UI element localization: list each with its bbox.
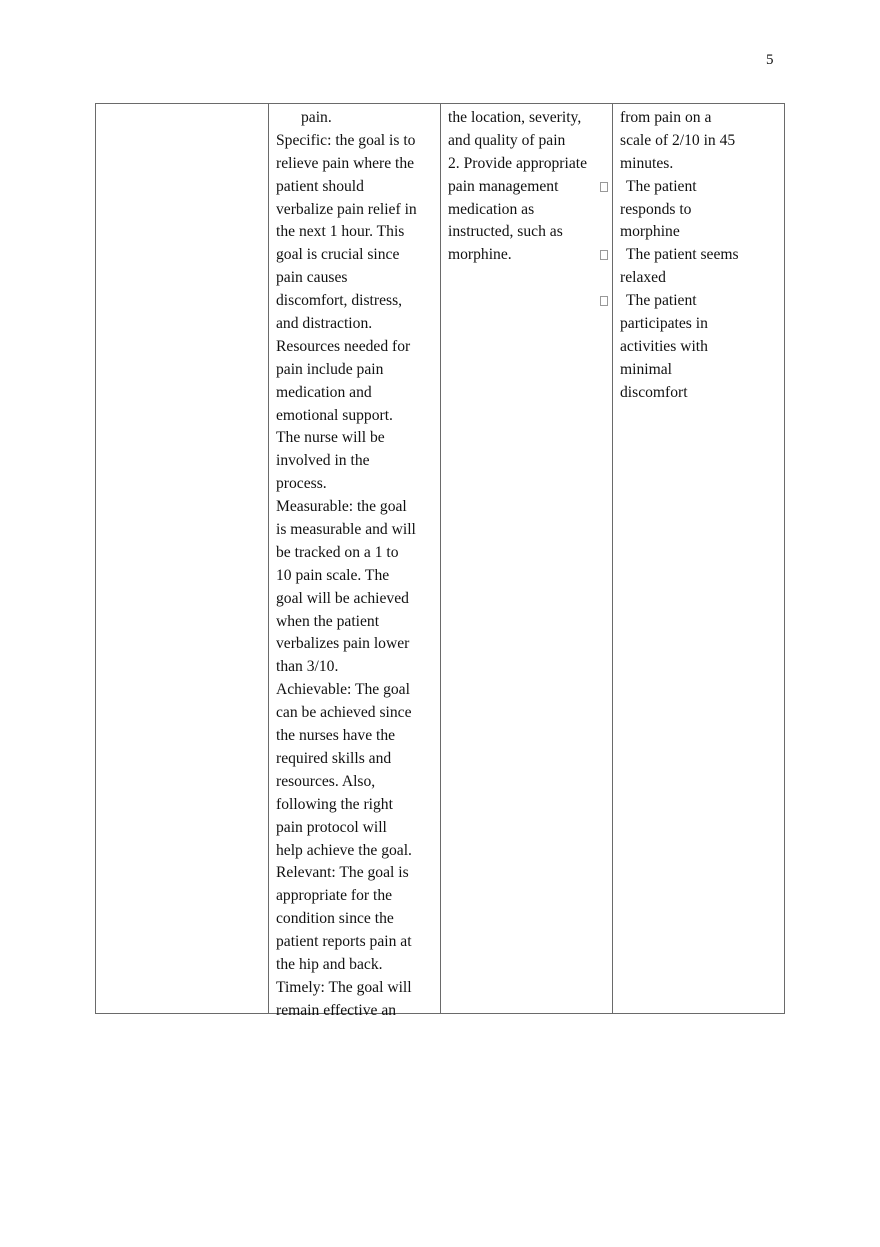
text-line: The patient (620, 290, 739, 313)
text-line: and quality of pain (448, 131, 566, 149)
text-line: following the right (276, 795, 393, 813)
text-line: be tracked on a 1 to (276, 543, 399, 561)
interventions-cell (448, 107, 587, 267)
text-line: The patient (620, 176, 739, 199)
text-line: help achieve the goal. (276, 841, 412, 859)
text-line: discomfort (620, 383, 688, 401)
text-line: morphine. (448, 246, 512, 264)
text-line: process. (276, 475, 327, 493)
text-line: is measurable and will (276, 521, 416, 539)
text-line: condition since the (276, 910, 394, 928)
bullet-box-icon (600, 250, 608, 260)
text-line: relaxed (620, 269, 666, 287)
text-line: resources. Also, (276, 772, 376, 790)
evaluation-cell (620, 107, 739, 405)
text-line: Relevant: The goal is (276, 864, 409, 882)
text-line: verbalize pain relief in (276, 200, 417, 218)
text-line: than 3/10. (276, 658, 339, 676)
text-line: minutes. (620, 154, 674, 172)
text-line: verbalizes pain lower (276, 635, 410, 653)
text-line: relieve pain where the (276, 154, 415, 172)
column-divider (440, 104, 441, 1013)
text-line: emotional support. (276, 406, 393, 424)
text-line: medication as (448, 200, 535, 218)
page-number: 5 (766, 52, 774, 68)
text-line: Measurable: the goal (276, 498, 407, 516)
bullet-box-icon (600, 296, 608, 306)
text-line: patient should (276, 177, 364, 195)
text-line: remain effective an (276, 1001, 397, 1019)
text-line: responds to (620, 200, 692, 218)
text-line: 10 pain scale. The (276, 566, 390, 584)
text-line: participates in (620, 315, 708, 333)
text-line: The patient seems (620, 244, 739, 267)
text-line: the hip and back. (276, 955, 383, 973)
text-line: minimal (620, 360, 672, 378)
text-line: the next 1 hour. This (276, 223, 405, 241)
text-line: goal is crucial since (276, 246, 400, 264)
text-line: and distraction. (276, 315, 373, 333)
text-line: pain causes (276, 269, 348, 287)
text-line: when the patient (276, 612, 380, 630)
text-line: instructed, such as (448, 223, 563, 241)
text-line: 2. Provide appropriate (448, 154, 588, 172)
text-line: Specific: the goal is to (276, 131, 416, 149)
text-line: activities with (620, 337, 708, 355)
text-line: Timely: The goal will (276, 978, 412, 996)
text-line: involved in the (276, 452, 370, 470)
column-divider (268, 104, 269, 1013)
text-line: The nurse will be (276, 429, 385, 447)
text-line: discomfort, distress, (276, 292, 403, 310)
text-line: can be achieved since (276, 704, 412, 722)
text-line: Achievable: The goal (276, 681, 410, 699)
care-plan-table (95, 103, 785, 1019)
text-line: Resources needed for (276, 337, 411, 355)
bullet-box-icon (600, 182, 608, 192)
text-line: the location, severity, (448, 109, 582, 126)
text-line: scale of 2/10 in 45 (620, 131, 736, 149)
column-divider (612, 104, 613, 1013)
text-line: appropriate for the (276, 887, 393, 905)
text-line: required skills and (276, 749, 392, 767)
text-line: medication and (276, 383, 372, 401)
goal-cell (276, 107, 417, 1023)
text-line: pain management (448, 177, 559, 195)
text-line: morphine (620, 223, 680, 241)
text-line: pain include pain (276, 360, 384, 378)
text-line: pain protocol will (276, 818, 387, 836)
text-line: patient reports pain at (276, 933, 412, 951)
text-line: goal will be achieved (276, 589, 409, 607)
text-line: pain. (301, 109, 332, 126)
text-line: from pain on a (620, 109, 712, 126)
text-line: the nurses have the (276, 727, 396, 745)
